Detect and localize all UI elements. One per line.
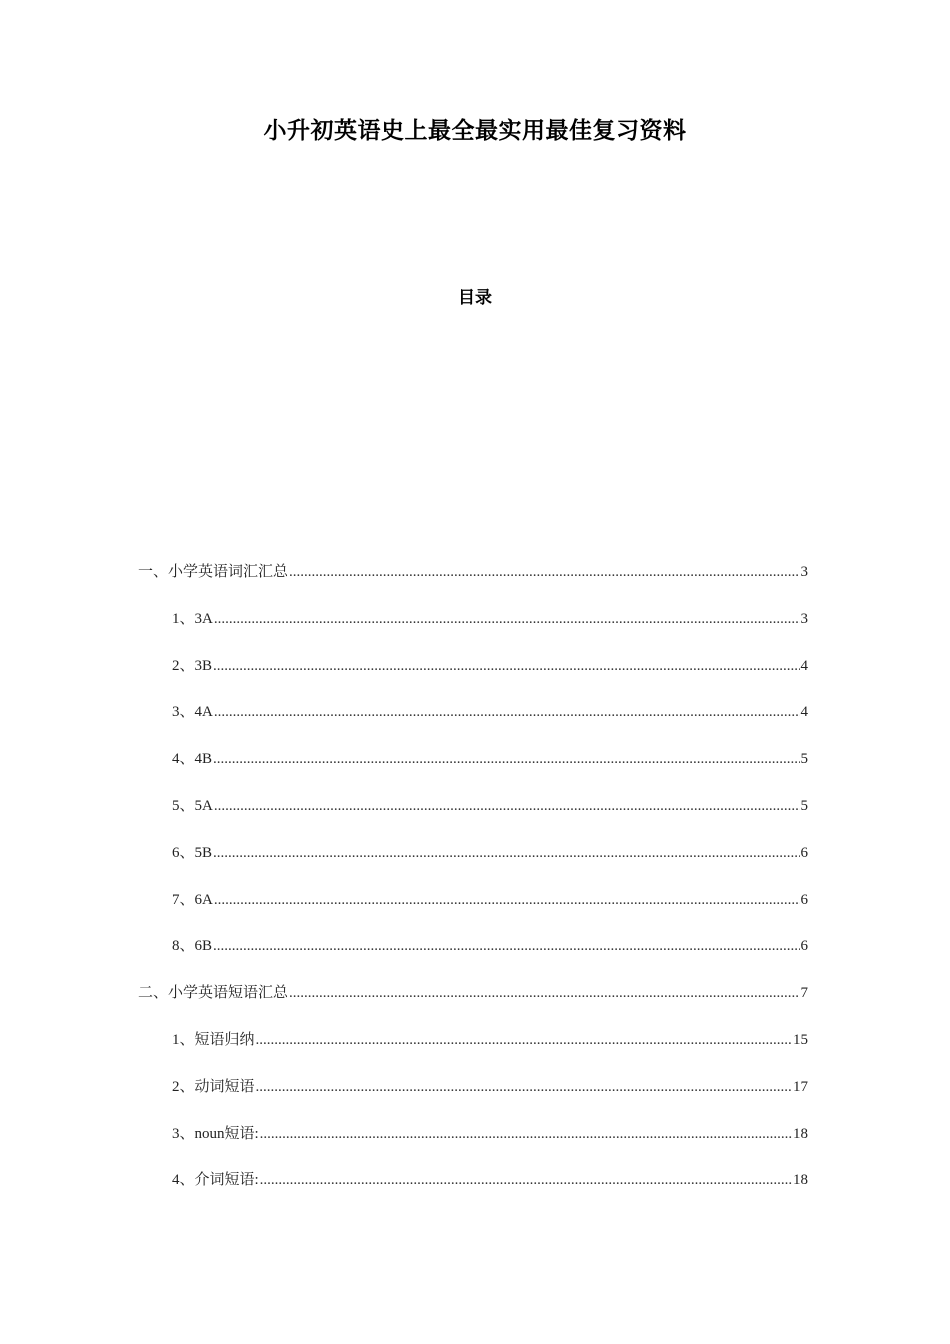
toc-page-number: 6 xyxy=(800,844,808,861)
toc-page-number: 15 xyxy=(793,1031,808,1048)
toc-entry[interactable] xyxy=(138,1168,808,1215)
toc-entry-label: 5、5A xyxy=(172,797,213,814)
toc-dot-leader xyxy=(214,607,800,631)
toc-entry-label: 二、小学英语短语汇总 xyxy=(138,985,289,1002)
toc-page-number: 18 xyxy=(793,1125,808,1142)
toc-dot-leader xyxy=(260,1168,792,1192)
toc-page-number: 4 xyxy=(800,704,808,721)
toc-entry[interactable] xyxy=(138,1028,808,1075)
toc-page-number: 7 xyxy=(800,985,808,1002)
toc-entry-label: 4、4B xyxy=(172,751,213,768)
document-title: 小升初英语史上最全最实用最佳复习资料 xyxy=(263,118,687,144)
toc-dot-leader xyxy=(213,934,799,958)
toc-entry[interactable] xyxy=(138,888,808,935)
toc-entry-label: 6、5B xyxy=(172,844,213,861)
toc-page-number: 17 xyxy=(793,1078,808,1095)
toc-entry[interactable] xyxy=(138,1075,808,1122)
toc-entry[interactable] xyxy=(138,654,808,701)
toc-entry-label: 7、6A xyxy=(172,891,213,908)
toc-dot-leader xyxy=(256,1028,792,1052)
toc-page-number: 6 xyxy=(800,938,808,955)
toc-dot-leader xyxy=(213,747,799,771)
toc-entry-label: 1、3A xyxy=(172,610,213,627)
toc-page-number: 5 xyxy=(800,797,808,814)
toc-dot-leader xyxy=(289,981,799,1005)
toc-page-number: 5 xyxy=(800,751,808,768)
toc-entry-label: 3、4A xyxy=(172,704,213,721)
toc-entry-label: 2、3B xyxy=(172,657,213,674)
toc-page-number: 3 xyxy=(800,610,808,627)
toc-entry[interactable] xyxy=(138,607,808,654)
toc-entry-label: 8、6B xyxy=(172,938,213,955)
toc-entry-label: 1、短语归纳 xyxy=(172,1031,255,1048)
toc-dot-leader xyxy=(260,1122,792,1146)
toc-entry[interactable] xyxy=(138,934,808,981)
toc-entry-label: 2、动词短语 xyxy=(172,1078,255,1095)
toc-dot-leader xyxy=(214,794,800,818)
toc-dot-leader xyxy=(213,654,799,678)
toc-entry[interactable] xyxy=(138,560,808,607)
toc-entry[interactable] xyxy=(138,747,808,794)
toc-entry[interactable] xyxy=(138,841,808,888)
toc-dot-leader xyxy=(256,1075,792,1099)
table-of-contents xyxy=(138,560,808,1215)
toc-entry-label: 一、小学英语词汇汇总 xyxy=(138,564,289,580)
toc-heading: 目录 xyxy=(458,288,492,308)
toc-dot-leader xyxy=(289,560,799,584)
toc-entry[interactable] xyxy=(138,700,808,747)
toc-entry-label: 4、介词短语: xyxy=(172,1172,259,1189)
toc-entry[interactable] xyxy=(138,1122,808,1169)
toc-entry[interactable] xyxy=(138,981,808,1028)
toc-page-number: 6 xyxy=(800,891,808,908)
toc-page-number: 3 xyxy=(800,564,808,580)
toc-entry-label: 3、noun短语: xyxy=(172,1125,259,1142)
toc-dot-leader xyxy=(214,888,800,912)
toc-page-number: 4 xyxy=(800,657,808,674)
toc-page-number: 18 xyxy=(793,1172,808,1189)
toc-dot-leader xyxy=(214,700,800,724)
toc-entry[interactable] xyxy=(138,794,808,841)
toc-dot-leader xyxy=(213,841,799,865)
